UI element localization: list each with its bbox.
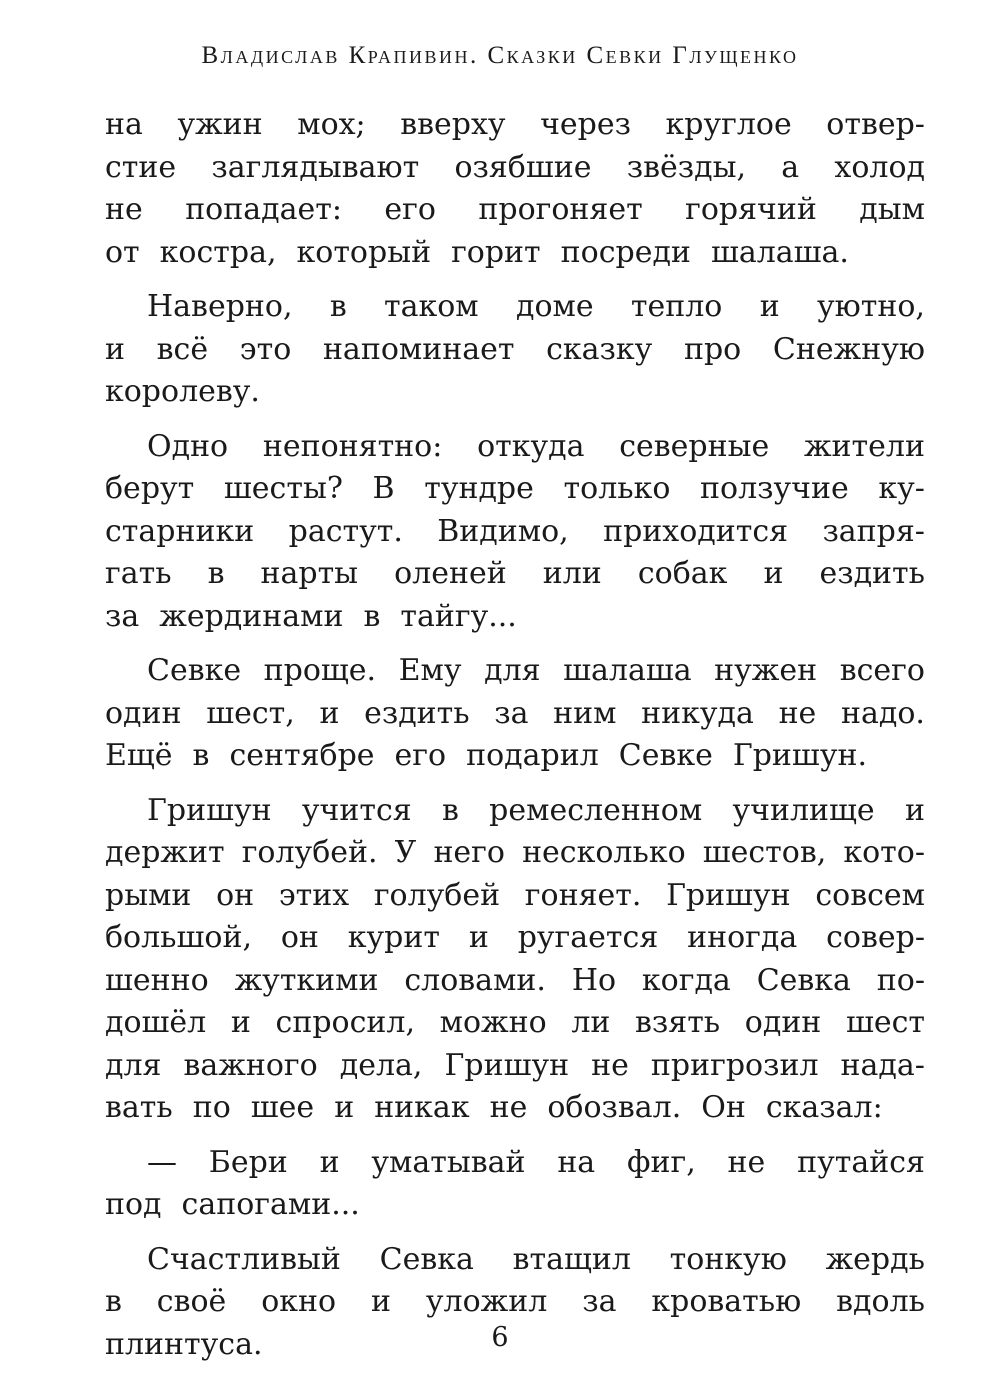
text-line: королеву. (105, 374, 260, 409)
text-line: Севке проще. Ему для шалаша нужен всего (147, 653, 925, 688)
text-line: вать по шее и никак не обозвал. Он сказал: (105, 1090, 883, 1125)
paragraph (105, 104, 925, 274)
text-line: стие заглядывают озябшие звёзды, а холод (105, 149, 925, 185)
running-head: Владислав Крапивин. Сказки Севки Глущенко (201, 42, 799, 69)
text-line: шенно жуткими словами. Но когда Севка по- (105, 962, 925, 998)
text-line: для важного дела, Гришун не пригрозил нада- (105, 1047, 925, 1083)
text-line: под сапогами... (105, 1187, 360, 1222)
text-line: — Бери и уматывай на фиг, не путайся (147, 1144, 925, 1180)
text-line: берут шесты? В тундре только ползучие ку- (105, 471, 925, 506)
paragraph (105, 426, 925, 639)
paragraph (105, 286, 925, 414)
text-line: Наверно, в таком доме тепло и уютно, (147, 289, 925, 324)
text-line: один шест, и ездить за ним никуда не надо. (105, 695, 925, 731)
paragraph (105, 1142, 925, 1227)
text-line: не попадает: его прогоняет горячий дым (105, 192, 925, 227)
text-line: держит голубей. У него несколько шестов, кото- (105, 835, 925, 870)
text-line: и всё это напоминает сказку про Снежную (105, 331, 925, 367)
paragraph (105, 650, 925, 778)
text-line: плинтуса. (105, 1326, 263, 1362)
text-line: за жердинами в тайгу... (105, 598, 517, 634)
text-line: Ещё в сентябре его подарил Севке Гришун. (105, 738, 867, 773)
text-line: рыми он этих голубей гоняет. Гришун совсем (105, 877, 925, 913)
page-number: 6 (491, 1322, 509, 1353)
text-line: гать в нарты оленей или собак и ездить (105, 556, 925, 591)
text-line: в своё окно и уложил за кроватью вдоль (105, 1284, 925, 1319)
body-text (105, 104, 925, 1378)
text-line: на ужин мох; вверху через круглое отвер- (105, 107, 925, 142)
text-line: большой, он курит и ругается иногда совер- (105, 920, 925, 955)
text-line: от костра, который горит посреди шалаша. (105, 234, 849, 270)
paragraph (105, 790, 925, 1130)
text-line: Счастливый Севка втащил тонкую жердь (147, 1241, 925, 1277)
text-line: старники растут. Видимо, приходится запря- (105, 513, 925, 549)
text-line: Гришун учится в ремесленном училище и (147, 792, 925, 828)
text-line: дошёл и спросил, можно ли взять один шест (105, 1005, 925, 1040)
text-line: Одно непонятно: откуда северные жители (147, 428, 925, 464)
